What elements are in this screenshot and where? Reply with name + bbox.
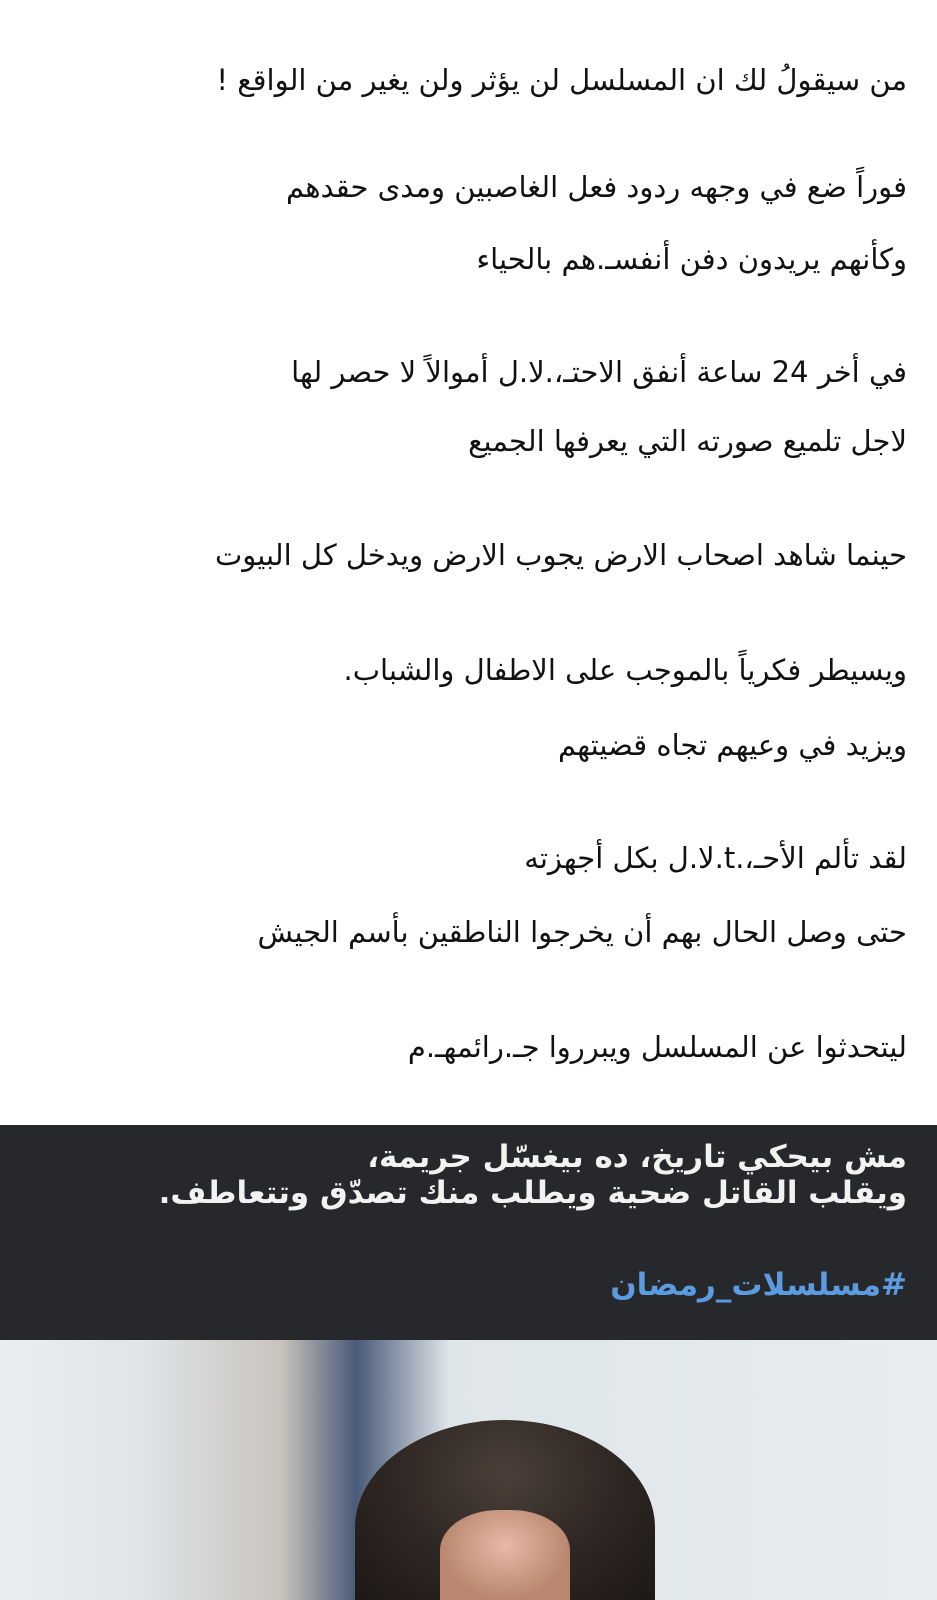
post-line: ليتحدثوا عن المسلسل ويبرروا جـ.رائمهـ.م <box>407 1030 907 1064</box>
embedded-quote-band <box>0 1125 937 1340</box>
hashtag-link[interactable]: #مسلسلات_رمضان <box>610 1267 907 1303</box>
quote-line: ويقلب القاتل ضحية ويطلب منك تصدّق وتتعاطف. <box>158 1175 907 1211</box>
post-line: لاجل تلميع صورته التي يعرفها الجميع <box>468 424 907 458</box>
post-line: في أخر 24 ساعة أنفق الاحتـ،.لا.ل أموالاً لا حصر لها <box>291 355 907 389</box>
quote-line: مش بيحكي تاريخ، ده بيغسّل جريمة، <box>367 1139 907 1175</box>
post-line: لقد تألم الأحـ،.t.لا.ل بكل أجهزته <box>524 841 907 875</box>
post-line: ويسيطر فكرياً بالموجب على الاطفال والشباب. <box>343 653 907 687</box>
post-line: حينما شاهد اصحاب الارض يجوب الارض ويدخل كل البيوت <box>215 538 907 572</box>
post-line: فوراً ضع في وجهه ردود فعل الغاصبين ومدى حقدهم <box>285 170 907 204</box>
post-line: حتى وصل الحال بهم أن يخرجوا الناطقين بأسم الجيش <box>257 915 907 949</box>
post-line: وكأنهم يريدون دفن أنفسـ.هم بالحياء <box>476 242 907 276</box>
post-line: من سيقولُ لك ان المسلسل لن يؤثر ولن يغير من الواقع ! <box>216 63 907 97</box>
embedded-photo[interactable] <box>0 1340 937 1600</box>
person-face <box>440 1510 570 1600</box>
post-line: ويزيد في وعيهم تجاه قضيتهم <box>557 728 907 762</box>
